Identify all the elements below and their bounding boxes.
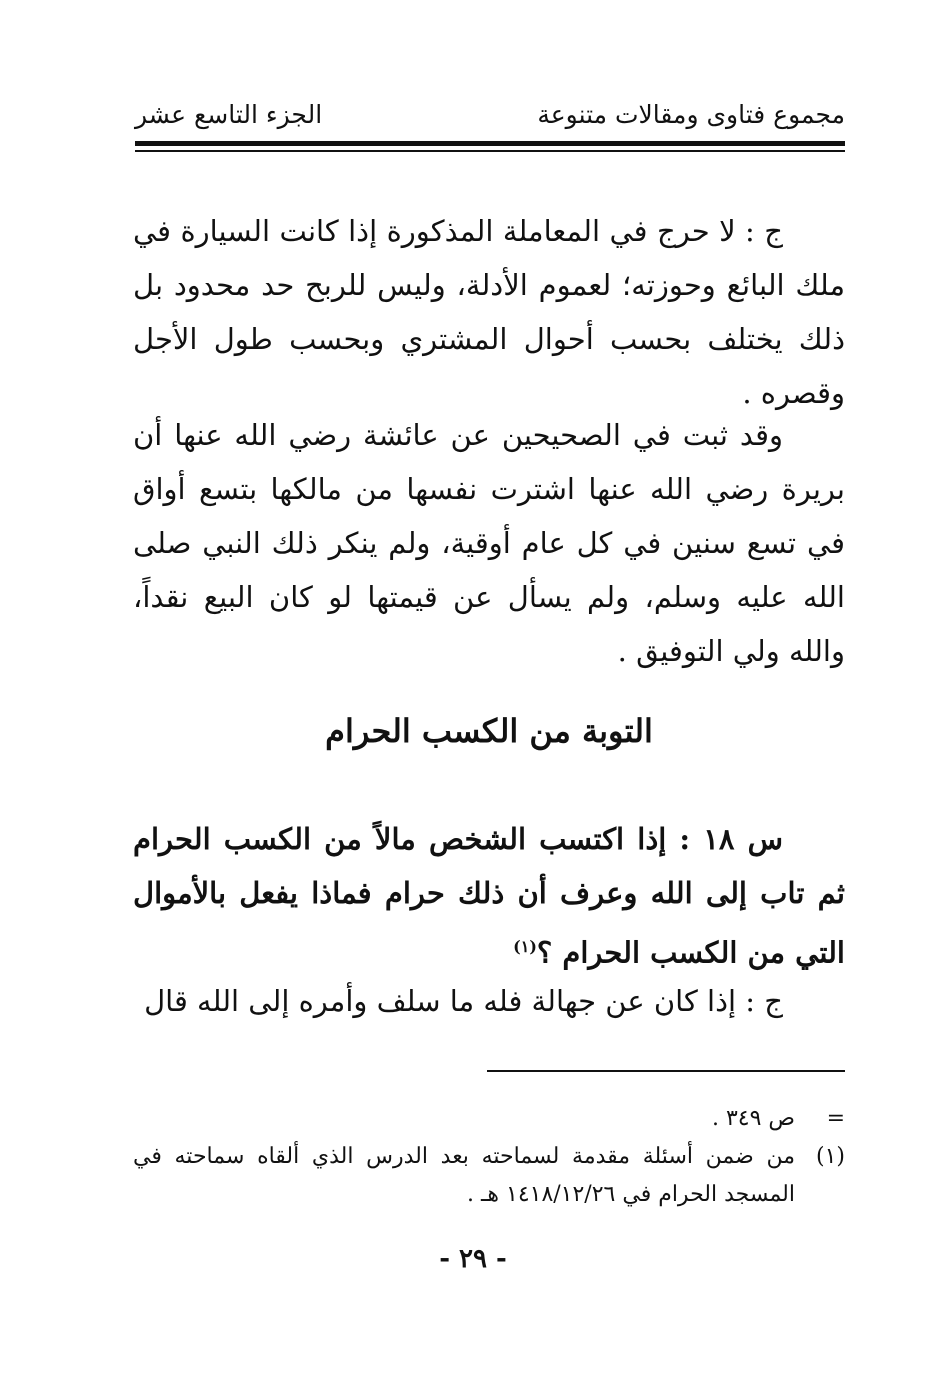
answer-paragraph-1 — [133, 204, 845, 420]
header-rule-thin — [135, 150, 845, 152]
question-paragraph — [133, 812, 845, 980]
running-header — [135, 100, 845, 140]
footnote-text: من ضمن أسئلة مقدمة لسماحته بعد الدرس الذي ألقاه سماحته في المسجد الحرام في ١٤١٨/١٢/٢٦ هـ . — [133, 1144, 795, 1207]
narration-paragraph — [133, 408, 845, 678]
footnote-text: ص ٣٤٩ . — [711, 1106, 795, 1131]
question-text — [133, 812, 845, 980]
footnote-marker: = — [826, 1106, 845, 1131]
answer-text: ج : لا حرج في المعاملة المذكورة إذا كانت السيارة في ملك البائع وحوزته؛ لعموم الأدلة، وليس للربح حد محدود بل ذلك يختلف بحسب أحوال المشتري وبحسب طول الأجل وقصره . — [133, 214, 845, 410]
footnote-marker: (١) — [815, 1144, 845, 1169]
footnote-separator — [487, 1070, 845, 1072]
volume-label: الجزء التاسع عشر — [135, 100, 323, 129]
footnote-item — [133, 1138, 845, 1214]
footnote-item — [133, 1100, 845, 1138]
section-heading: التوبة من الكسب الحرام — [325, 712, 653, 750]
page-number: - ٢٩ - — [439, 1244, 507, 1274]
answer-paragraph-2 — [133, 974, 845, 1028]
header-rule-thick — [135, 141, 845, 146]
narration-text: وقد ثبت في الصحيحين عن عائشة رضي الله عنها أن بريرة رضي الله عنها اشترت نفسها من مالكها بتسع أواق في تسع سنين في كل عام أوقية، ولم ينكر ذلك النبي صلى الله عليه وسلم، ولم يسأل عن قيمتها لو كان البيع نقداً، والله ولي التوفيق . — [133, 418, 845, 668]
question-body: س ١٨ : إذا اكتسب الشخص مالاً من الكسب الحرام ثم تاب إلى الله وعرف أن ذلك حرام فماذا يفعل بالأموال التي من الكسب الحرام ؟ — [133, 822, 845, 970]
footnote-reference: (١) — [513, 937, 537, 956]
book-title: مجموع فتاوى ومقالات متنوعة — [537, 100, 845, 129]
footnotes — [133, 1100, 845, 1214]
answer2-text: ج : إذا كان عن جهالة فله ما سلف وأمره إلى الله قال — [144, 984, 783, 1018]
